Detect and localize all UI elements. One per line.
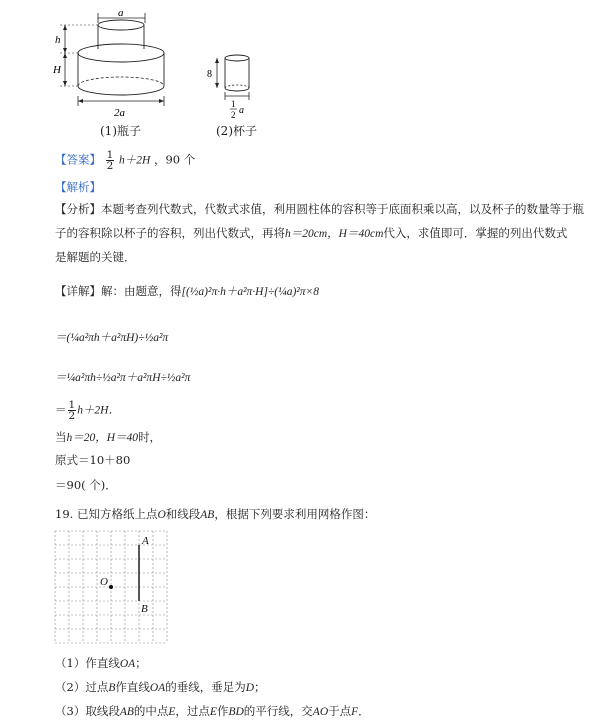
analysis-tag: 【解析】 [55,180,101,194]
cup-frac-den: 2 [231,110,236,120]
q19-sub3-end: ． [358,704,370,718]
answer-tag: 【答案】 [55,152,101,167]
step-4-eq: ＝ [55,402,67,417]
when-line [55,430,161,445]
q19-number: 19. [55,507,74,521]
q19-stem [55,507,375,522]
orig-line: 原式＝10＋80 [55,453,131,467]
q19-AB: AB [200,509,215,521]
q19-sub2-D: D [245,682,255,694]
q19-sub3-BD: BD [228,706,244,718]
when-values: h＝20，H＝40 [66,432,139,444]
q19-sub3-AO: AO [312,706,329,718]
label-a-top: a [118,7,124,19]
fenxi-line-1 [55,202,584,216]
q19-O: O [157,509,166,521]
answer-line [55,150,195,171]
q19-sub2-OA: OA [149,682,166,694]
q19-text-c: ，根据下列要求利用网格作图： [214,507,376,521]
label-B: B [141,603,148,615]
q19-sub2 [55,680,266,695]
xiangjie-line [55,284,319,299]
fenxi-values: h＝20cm，H＝40cm [285,228,384,240]
cup-frac-num: 1 [231,99,236,109]
q19-sub2-end: ； [254,680,266,694]
q19-sub2-c: 的垂线，垂足为 [165,680,246,694]
fenxi-line-2 [55,226,567,241]
q19-sub3-e: 的平行线，交 [243,704,313,718]
step-2 [55,330,168,345]
label-H: H [53,64,61,76]
q19-sub2-B: B [108,682,116,694]
cup-figure [205,50,255,120]
fenxi-line-3: 是解题的关键． [55,250,136,264]
q19-sub3-E2: E [209,706,217,718]
q19-sub3-F: F [351,706,359,718]
q19-sub1 [55,656,147,671]
step-4-fraction: $\frac{1}{2}$ [68,399,76,422]
step-3-expr: ＝¼a²πh÷½a²π＋a²πH÷½a²π [55,372,191,384]
xiangjie-tag: 【详解】 [55,284,101,298]
q19-sub3-c: ，过点 [175,704,210,718]
q19-sub2-a: （2）过点 [55,680,109,694]
answer-fraction: $\frac{1}{2}$ [106,149,114,172]
cup-caption: (2)杯子 [216,124,257,138]
label-h: h [55,34,61,46]
step-1: [(½a)²π·h＋a²π·H]÷(¼a)²π×8 [181,286,320,298]
xiangjie-text: 解：由题意，得 [101,284,182,298]
cup-label-a: a [239,105,244,116]
when-text: 当 [55,430,67,444]
q19-sub1-text: （1）作直线 [55,656,120,670]
result-line: ＝90( 个)． [55,478,117,492]
fenxi-tag: 【分析】 [55,202,101,216]
q19-sub1-var: OA [119,658,136,670]
fenxi-text-2c: 代入，求值即可．掌握的列出代数式 [383,226,568,240]
step-3 [55,370,190,385]
answer-expr: h＋2H [119,154,151,167]
when-end: 时， [138,430,162,444]
fenxi-text-2a: 子的容积除以杯子的容积，列出代数式，再将 [55,226,285,240]
q19-sub3-b: 的中点 [133,704,169,718]
q19-sub3-a: （3）取线段 [55,704,120,718]
label-A: A [142,535,149,547]
q19-text-a: 已知方格纸上点 [76,507,158,521]
bottle-figure [50,5,175,120]
q19-sub1-end: ； [135,656,147,670]
q19-sub3-AB: AB [119,706,134,718]
q19-sub2-b: 作直线 [115,680,150,694]
fenxi-text-1: 本题考查列代数式，代数式求值，利用圆柱体的容积等于底面积乘以高，以及杯子的数量等于瓶 [101,202,584,216]
q19-sub3 [55,704,370,719]
label-O: O [100,576,108,588]
grid-figure [54,530,169,645]
q19-sub3-d: 作 [216,704,229,718]
step-4 [55,400,120,421]
label-2a: 2a [114,107,125,119]
label-8: 8 [207,69,212,80]
answer-count: ，90 个 [153,152,196,167]
bottle-caption: (1)瓶子 [100,124,141,138]
q19-sub3-E: E [168,706,176,718]
point-O [109,585,113,589]
step-2-expr: ＝(¼a²πh＋a²πH)÷½a²π [55,332,169,344]
step-4-expr: h＋2H． [77,404,120,417]
q19-sub3-f: 于点 [328,704,352,718]
q19-text-b: 和线段 [165,507,201,521]
